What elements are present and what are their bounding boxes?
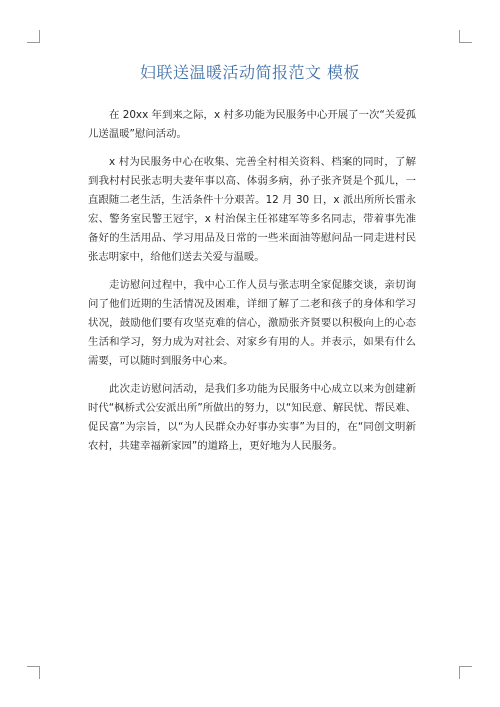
document-body [88,106,416,465]
paragraph-intro: 在 20xx 年到来之际，x 村多功能为民服务中心开展了一次“关爱孤儿送温暖”慰问活动。 [88,109,416,140]
paragraph-background: x 村为民服务中心在收集、完善全村相关资料、档案的同时，了解到我村村民张志明夫妻年事以高、体弱多病，孙子张齐贤是个孤儿，一直跟随二老生活，生活条件十分艰苦。12 月 30 日，x 派出所所长雷永宏、警务室民警王冠宇，x 村治保主任祁建军等多名同志，带着事先准备好的生活用品、学习用品及日常的一些米面油等慰问品一同走进村民张志明家中，给他们送去关爱与温暖。 [88,156,416,263]
paragraph-conclusion: 此次走访慰问活动，是我们多功能为民服务中心成立以来为创建新时代“枫桥式公安派出所”所做出的努力，以“知民意、解民忧、帮民难、促民富”为宗旨，以“为人民群众办好事办实事”为目的，在“同创文明新农村，共建幸福新家园”的道路上，更好地为人民服务。 [88,383,416,452]
paragraph-visit: 走访慰问过程中，我中心工作人员与张志明全家促膝交谈，亲切询问了他们近期的生活情况及困难，详细了解了二老和孩子的身体和学习状况，鼓励他们要有攻坚克难的信心，激励张齐贤要以积极向上的心态生活和学习，努力成为对社会、对家乡有用的人。并表示，如果有什么需要，可以随时到服务中心来。 [88,279,416,367]
crop-mark-top-left [27,30,40,43]
document-title: 妇联送温暖活动简报范文 模板 [139,63,361,82]
crop-mark-bottom-right [459,666,472,679]
crop-mark-bottom-left [27,666,40,679]
crop-mark-top-right [459,30,472,43]
